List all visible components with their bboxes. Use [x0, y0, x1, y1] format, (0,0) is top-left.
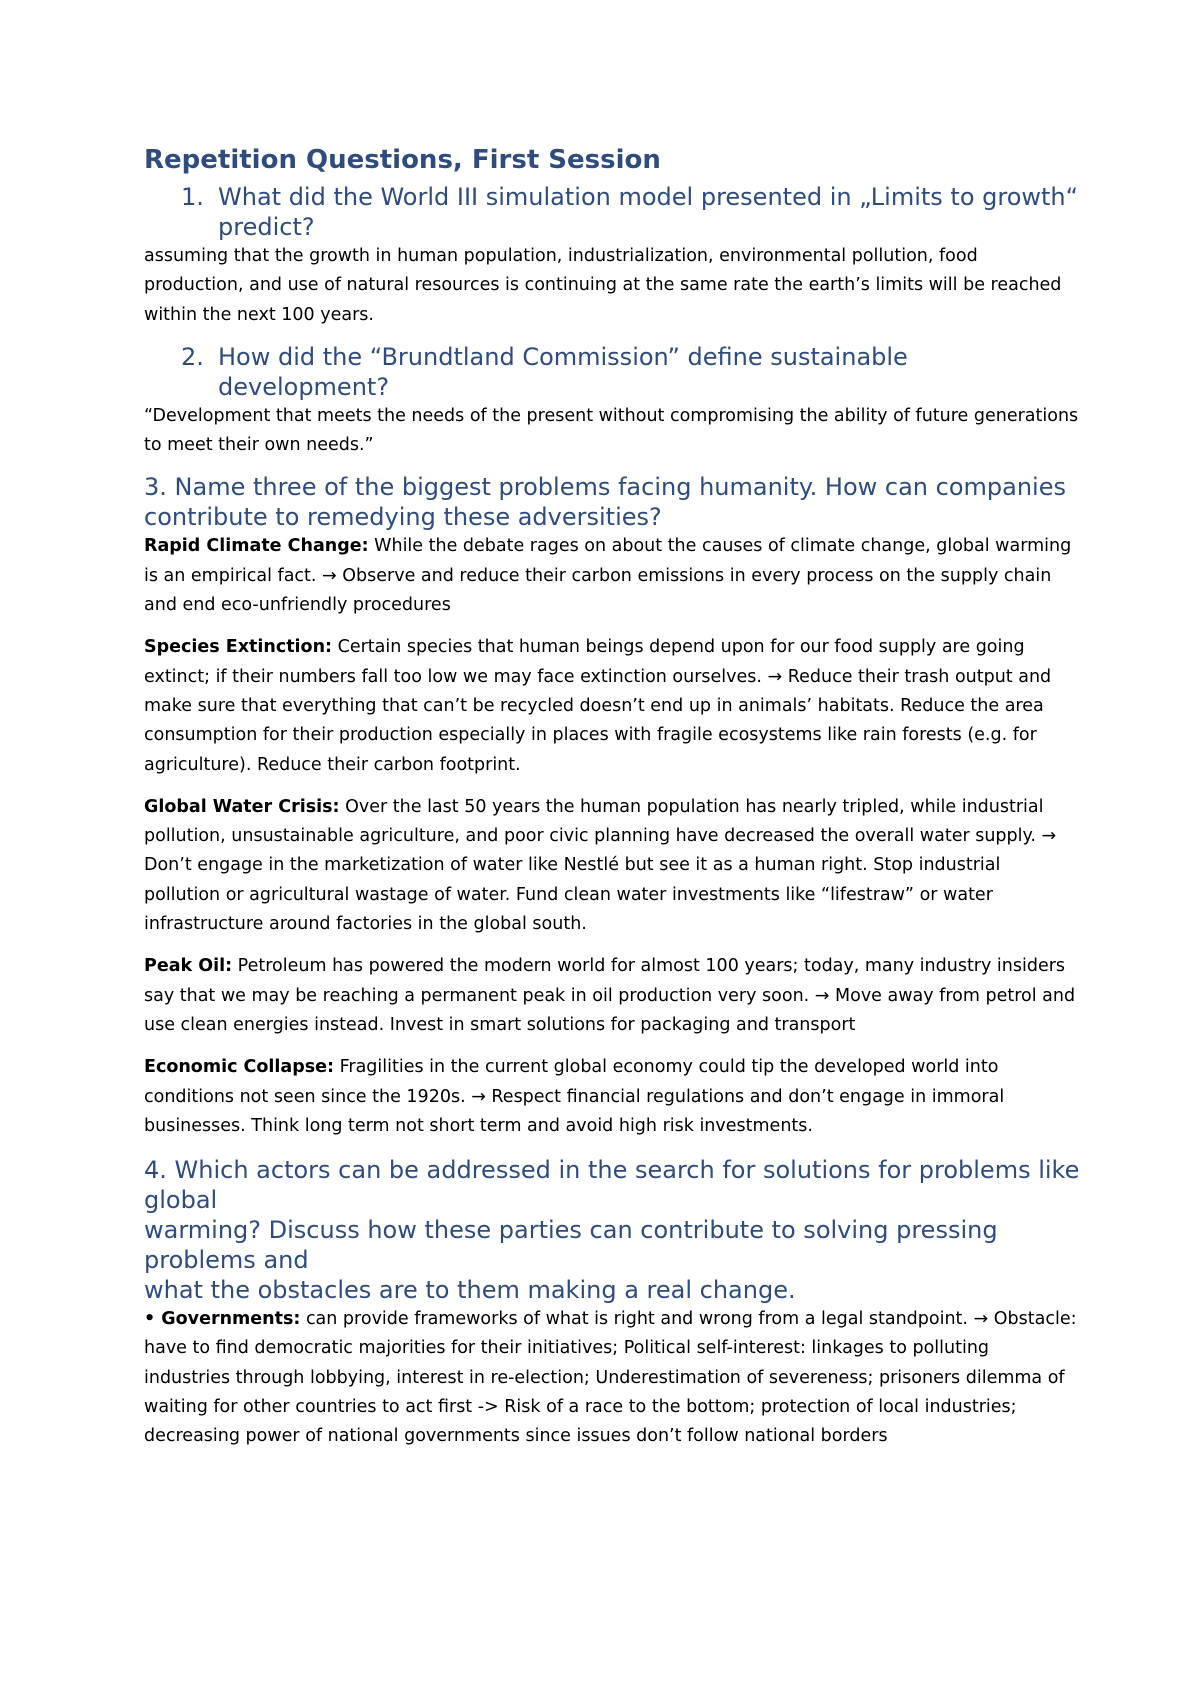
- answer-label: Rapid Climate Change:: [144, 536, 369, 557]
- answer-text: Petroleum has powered the modern world for almost 100 years; today, many industry insiders say that we may be reaching a permanent peak in oil production very soon. → Move away from petrol and use clean energies instead. Invest in smart solutions for packaging and transport: [144, 956, 1076, 1035]
- question-1-number: 1.: [181, 183, 204, 211]
- answer-water-crisis: [144, 793, 1080, 939]
- question-4: [144, 1155, 1080, 1451]
- question-4-heading-line-2: warming? Discuss how these parties can contribute to solving pressing problems and: [144, 1216, 998, 1275]
- question-2-text: How did the “Brundtland Commission” define sustainable development?: [218, 342, 908, 401]
- answer-text: Over the last 50 years the human population has nearly tripled, while industrial pollution, unsustainable agriculture, and poor civic planning have decreased the overall water supply. → Don’t engage in the marketization of water like Nestlé but see it as a human right. Stop industrial pollution or agricultural wastage of water. Fund clean water investments like “lifestraw” or water infrastructure around factories in the global south.: [144, 796, 1057, 935]
- answer-economic-collapse: [144, 1053, 1080, 1141]
- question-1: [144, 182, 1080, 330]
- answer-label: • Governments:: [144, 1309, 301, 1330]
- answer-label: Species Extinction:: [144, 637, 333, 658]
- answer-text: While the debate rages on about the causes of climate change, global warming is an empirical fact. → Observe and reduce their carbon emissions in every process on the supply chain and end eco-unfriendly procedures: [144, 536, 1072, 616]
- answer-text: can provide frameworks of what is right and wrong from a legal standpoint. → Obstacle: have to find democratic majorities for their initiatives; Political self-interest: linkages to polluting industries through lobbying, interest in re-election; Underestimation of severeness; prisoners dilemma of waiting for other countries to act first -> Risk of a race to the bottom; protection of local industries; decreasing power of national governments since issues don’t follow national borders: [144, 1309, 1077, 1447]
- question-1-text: What did the World III simulation model presented in „Limits to growth“ predict?: [218, 183, 1079, 241]
- answer-text: Certain species that human beings depend upon for our food supply are going extinct; if their numbers fall too low we may face extinction ourselves. → Reduce their trash output and make sure that everything that can’t be recycled doesn’t end up in animals’ habitats. Reduce the area consumption for their production especially in places with fragile ecosystems like rain forests (e.g. for agriculture). Reduce their carbon footprint.: [144, 637, 1052, 775]
- question-3: [144, 472, 1080, 1141]
- question-3-heading: 3. Name three of the biggest problems facing humanity. How can companies contribute to remedying these adversities?: [144, 473, 1066, 532]
- question-4-heading-line-1: 4. Which actors can be addressed in the search for solutions for problems like global: [144, 1156, 1080, 1215]
- answer-governments: [144, 1305, 1080, 1451]
- answer-peak-oil: [144, 952, 1080, 1040]
- answer-climate-change: [144, 532, 1080, 620]
- question-1-answer: assuming that the growth in human population, industrialization, environmental pollution, food production, and use of natural resources is continuing at the same rate the earth’s limits will be reached within the next 100 years.: [144, 246, 1062, 325]
- question-2: [144, 342, 1080, 461]
- answer-label: Economic Collapse:: [144, 1057, 335, 1078]
- question-2-number: 2.: [181, 342, 204, 371]
- answer-text: Fragilities in the current global economy could tip the developed world into conditions not seen since the 1920s. → Respect financial regulations and don’t engage in immoral businesses. Think long term not short term and avoid high risk investments.: [144, 1057, 1005, 1136]
- answer-label: Global Water Crisis:: [144, 796, 340, 817]
- document-title: Repetition Questions, First Session: [144, 145, 661, 175]
- question-1-heading: [144, 182, 1080, 242]
- answer-species-extinction: [144, 633, 1080, 779]
- question-2-answer: “Development that meets the needs of the present without compromising the ability of future generations to meet their own needs.”: [144, 405, 1079, 456]
- question-2-heading: [144, 342, 1080, 402]
- answer-label: Peak Oil:: [144, 956, 233, 977]
- question-4-heading-line-3: what the obstacles are to them making a real change.: [144, 1276, 796, 1305]
